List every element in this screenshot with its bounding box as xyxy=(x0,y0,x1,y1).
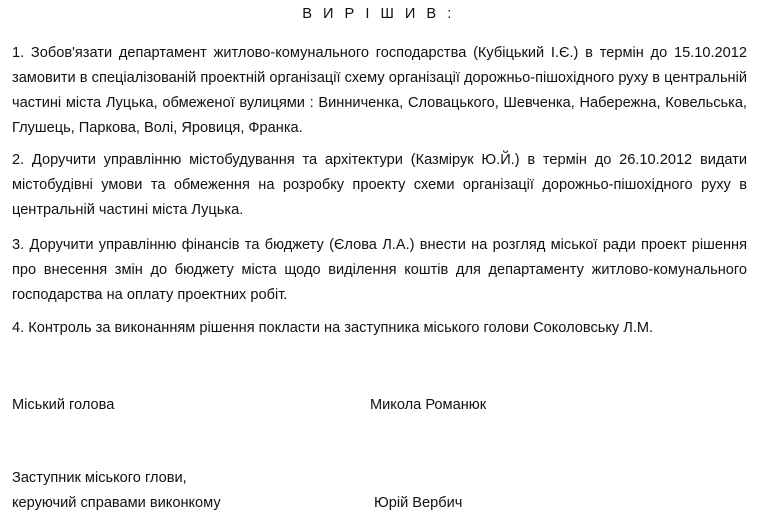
deputy-role xyxy=(12,466,221,516)
mayor-role: Міський голова xyxy=(12,397,115,413)
mayor-name: Микола Романюк xyxy=(370,397,487,413)
decision-item-2: 2. Доручити управлінню містобудування та архітектури (Казмірук Ю.Й.) в термін до 26.10.2012 видати містобудівні умови та обмеження на розробку проекту схеми організації дорожньо-пішохідного руху в центральній частині міста Луцька. xyxy=(12,152,747,218)
decision-item-1: 1. Зобов'язати департамент житлово-комунального господарства (Кубіцький І.Є.) в термін до 15.10.2012 замовити в спеціалізованій проектній організації схему організації дорожньо-пішохідного руху в центральній частині міста Луцька, обмеженої вулицями : Винниченка, Словацького, Шевченка, Набережна, Ковельська, Глушець, Паркова, Волі, Яровиця, Франка. xyxy=(12,45,747,136)
deputy-role-line2: керуючий справами виконкому xyxy=(12,495,221,511)
deputy-name: Юрій Вербич xyxy=(374,495,463,511)
decision-item-3: 3. Доручити управлінню фінансів та бюджету (Єлова Л.А.) внести на розгляд міської ради проект рішення про внесення змін до бюджету міста щодо виділення коштів для департаменту житлово-комунального господарства на оплату проектних робіт. xyxy=(12,237,747,303)
decision-item-4: 4. Контроль за виконанням рішення покласти на заступника міського голови Соколовську Л.М. xyxy=(12,320,654,336)
decision-heading: В И Р І Ш И В : xyxy=(302,6,455,22)
deputy-role-line1: Заступник міського глови, xyxy=(12,470,187,486)
